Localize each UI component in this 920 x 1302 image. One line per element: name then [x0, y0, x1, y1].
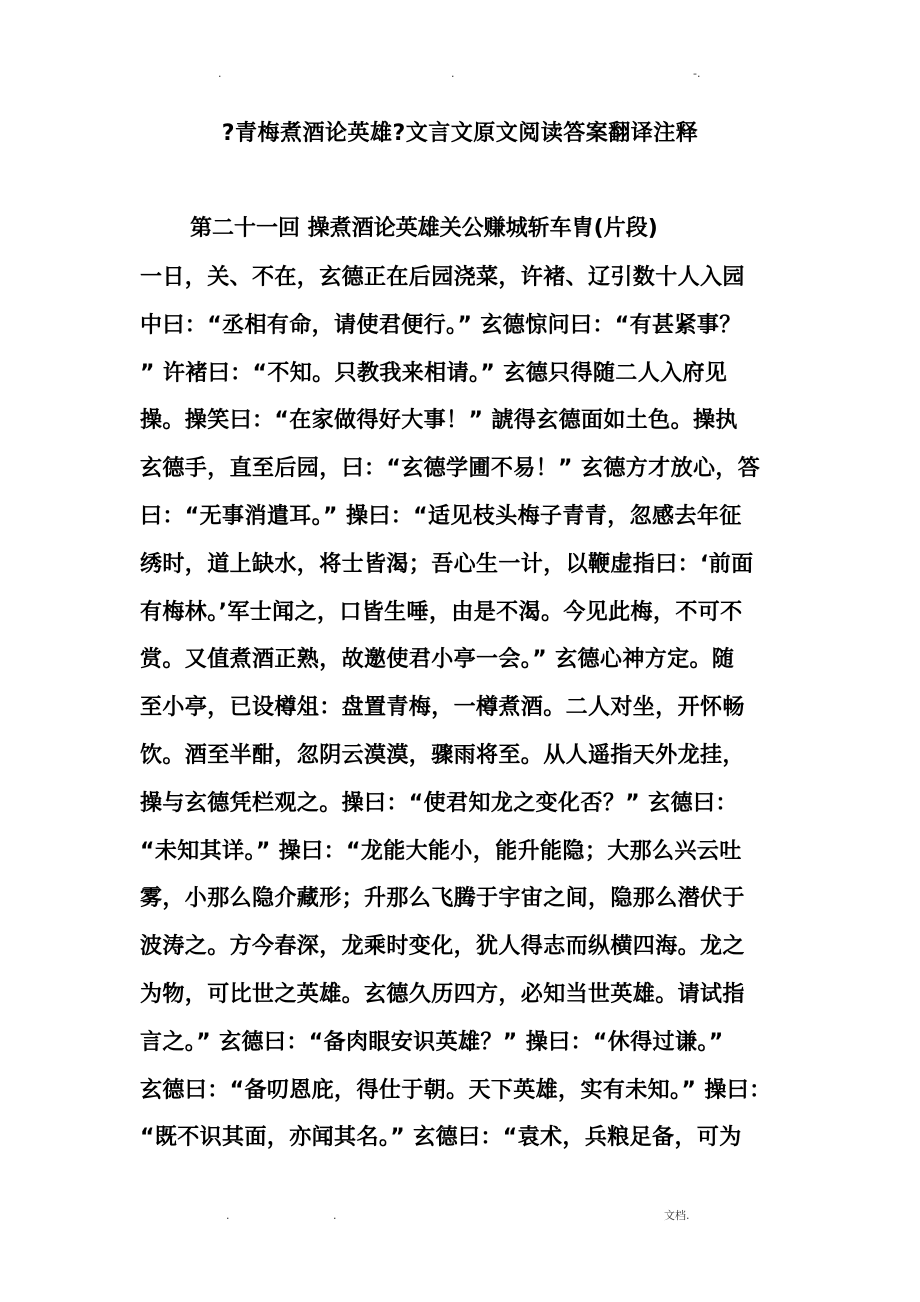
footer-dot-center: .: [333, 1209, 337, 1222]
body-line: 一日，关、不在，玄德正在后园浇菜，许褚、辽引数十人入园: [140, 265, 745, 290]
body-line: 玄德手，直至后园，曰：“玄德学圃不易！” 玄德方才放心，答: [140, 456, 761, 482]
body-line: 波涛之。方今春深，龙乘时变化，犹人得志而纵横四海。龙之: [140, 934, 745, 960]
body-line: 曰：“无事消遣耳。” 操曰：“适见枝头梅子青青，忽感去年征: [140, 503, 742, 529]
body-line: ” 许褚曰：“不知。只教我来相请。” 玄德只得随二人入府见: [140, 360, 728, 386]
body-line: 言之。” 玄德曰：“备肉眼安识英雄？” 操曰：“休得过谦。”: [140, 1029, 724, 1055]
body-text: [140, 260, 780, 1168]
chapter-heading: 第二十一回 操煮酒论英雄关公赚城斩车胄(片段): [190, 216, 658, 241]
body-line: 雾，小那么隐介藏形；升那么飞腾于宇宙之间，隐那么潜伏于: [140, 886, 745, 912]
body-line: 中曰：“丞相有命，请使君便行。” 玄德惊问曰：“有甚紧事？: [140, 312, 742, 338]
body-line: “既不识其面，亦闻其名。” 玄德曰：“袁术，兵粮足备，可为: [140, 1125, 742, 1151]
body-line: 饮。酒至半酣，忽阴云漠漠，骤雨将至。从人遥指天外龙挂，: [140, 742, 745, 768]
body-line: 为物，可比世之英雄。玄德久历四方，必知当世英雄。请试指: [140, 981, 745, 1007]
body-line: 操与玄德凭栏观之。操曰：“使君知龙之变化否？” 玄德曰：: [140, 790, 738, 816]
body-line: 操。操笑曰：“在家做得好大事！” 諕得玄德面如土色。操执: [140, 408, 738, 434]
document-title: ?青梅煮酒论英雄?文言文原文阅读答案翻译注释: [221, 121, 699, 146]
body-line: 玄德曰：“备叨恩庇，得仕于朝。天下英雄，实有未知。” 操曰：: [140, 1077, 772, 1103]
header-dot-right: -.: [693, 67, 701, 80]
body-line: 赏。又值煮酒正熟，故邀使君小亭一会。” 玄德心神方定。随: [140, 647, 735, 673]
body-line: 绣时，道上缺水，将士皆渴；吾心生一计，以鞭虚指曰：‘前面: [140, 551, 754, 577]
footer-label: 文档.: [664, 1209, 690, 1222]
footer-dot-left: .: [226, 1209, 230, 1222]
header-dot-center: .: [451, 67, 455, 80]
body-line: 至小亭，已设樽俎：盘置青梅，一樽煮酒。二人对坐，开怀畅: [140, 695, 745, 721]
header-dot-left: .: [218, 67, 222, 80]
page-footer: [0, 1208, 920, 1224]
body-line: 有梅林。’军士闻之，口皆生唾，由是不渴。今见此梅，不可不: [140, 599, 743, 625]
page-header: [0, 66, 920, 82]
body-line: “未知其详。” 操曰：“龙能大能小，能升能隐；大那么兴云吐: [140, 838, 742, 864]
